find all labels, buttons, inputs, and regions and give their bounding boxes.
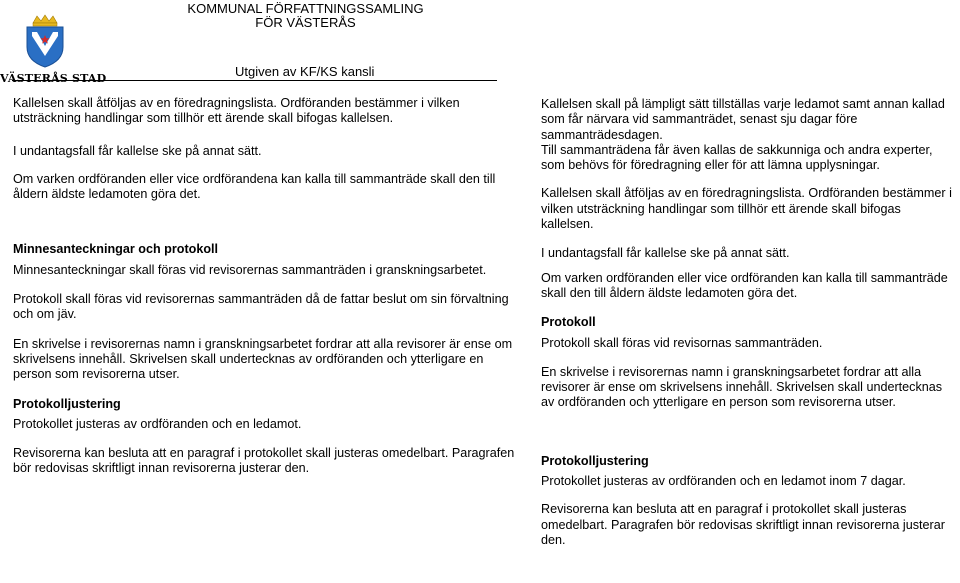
right-heading-protokolljustering: Protokolljustering	[541, 453, 649, 468]
header-title-line1: KOMMUNAL FÖRFATTNINGSSAMLING	[187, 1, 424, 16]
left-paragraph-8: Revisorerna kan besluta att en paragraf i protokollet skall justeras omedelbart. Paragrafen bör redovisas skriftligt innan revisorerna justerar den.	[13, 446, 515, 476]
left-paragraph-1: Kallelsen skall åtföljas av en föredragningslista. Ordföranden bestämmer i vilken utsträckning handlingar som tillhör ett ärende skall bifogas kallelsen.	[13, 96, 460, 126]
right-paragraph-6: Protokoll skall föras vid revisornas sammanträden.	[541, 335, 823, 350]
logo-caption: VÄSTERÅS STAD	[0, 72, 107, 85]
right-paragraph-2: Till sammanträdena får även kallas de sakkunniga och andra experter, som behövs för föredragning eller för att lämna upplysningar.	[541, 142, 933, 173]
left-paragraph-6: En skrivelse i revisorernas namn i granskningsarbetet fordrar att alla revisorer är ense om skrivelsens innehåll. Skrivelsen skall undertecknas av ordföranden och ytterligare en person som revisorerna utser.	[13, 336, 513, 382]
right-paragraph-4: I undantagsfall får kallelse ske på annat sätt.	[541, 246, 790, 261]
left-column	[13, 96, 521, 477]
vasteras-coat-of-arms-logo	[24, 14, 66, 68]
left-paragraph-7: Protokollet justeras av ordföranden och en ledamot.	[13, 416, 302, 431]
left-paragraph-4: Minnesanteckningar skall föras vid revisorernas sammanträden i granskningsarbetet.	[13, 262, 487, 277]
right-paragraph-8: Protokollet justeras av ordföranden och en ledamot inom 7 dagar.	[541, 474, 906, 489]
header-divider	[12, 80, 497, 81]
left-paragraph-2: I undantagsfall får kallelse ske på annat sätt.	[13, 143, 262, 158]
left-paragraph-5: Protokoll skall föras vid revisorernas sammanträden då de fattar beslut om sin förvaltning och om jäv.	[13, 292, 509, 322]
header-title-line2: FÖR VÄSTERÅS	[255, 15, 356, 30]
left-heading-minnesanteckningar: Minnesanteckningar och protokoll	[13, 242, 219, 257]
document-header-title	[183, 2, 428, 30]
right-paragraph-1: Kallelsen skall på lämpligt sätt tillställas varje ledamot samt annan kallad som får närvara vid sammanträdet, senast sju dagar före sammanträdesdagen.	[541, 97, 945, 142]
right-paragraph-7: En skrivelse i revisorernas namn i granskningsarbetet fordrar att alla revisorer är ense om skrivelsens innehåll. Skrivelsen skall undertecknas av ordföranden och ytterligare en person som revisorerna utser.	[541, 364, 943, 410]
right-paragraph-5: Om varken ordföranden eller vice ordföranden kan kalla till sammanträde skall den till åldern äldste ledamoten göra det.	[541, 270, 948, 300]
publisher-line: Utgiven av KF/KS kansli	[235, 64, 375, 79]
right-heading-protokoll: Protokoll	[541, 315, 596, 330]
left-paragraph-3: Om varken ordföranden eller vice ordförandena kan kalla till sammanträde skall den till åldern äldste ledamoten göra det.	[13, 171, 496, 202]
right-paragraph-3: Kallelsen skall åtföljas av en föredragningslista. Ordföranden bestämmer i vilken utsträckning handlingar som tillhör ett ärende skall bifogas kallelsen.	[541, 186, 952, 232]
right-column	[541, 97, 954, 548]
right-paragraph-9: Revisorerna kan besluta att en paragraf i protokollet skall justeras omedelbart. Paragrafen bör redovisas skriftligt innan revisorerna justerar den.	[541, 502, 945, 547]
left-heading-protokolljustering: Protokolljustering	[13, 396, 121, 411]
